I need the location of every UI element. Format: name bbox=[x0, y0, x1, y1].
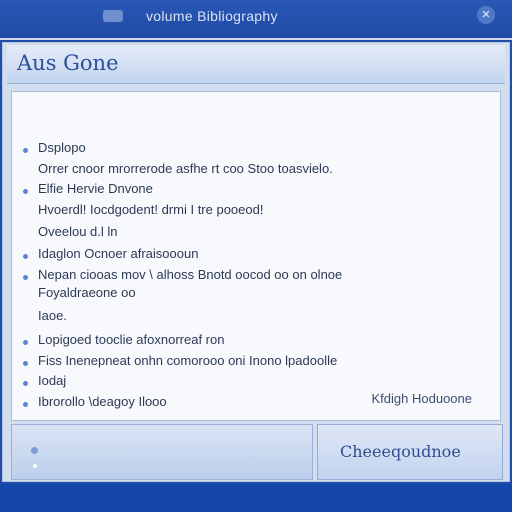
content-line-5: Idaglon Ocnoer afraisoooun bbox=[38, 246, 199, 261]
content-line-6: Nepan ciooas mov \ alhoss Bnotd oocod oo on olnoe bbox=[38, 267, 343, 282]
title-bar-divider bbox=[0, 38, 512, 40]
content-line-3: Hvoerdl! Iocdgodent! drmi I tre pooeod! bbox=[38, 202, 264, 217]
content-line-9: Lopigoed tooclie afoxnorreaf ron bbox=[38, 332, 225, 347]
content-line-12: Ibrorollo \deagoy Ilooo bbox=[38, 394, 167, 409]
content-panel bbox=[11, 91, 501, 421]
footer-left-panel bbox=[11, 424, 313, 480]
content-line-8: Iaoe. bbox=[38, 308, 67, 323]
content-line-7: Foyaldraeone oo bbox=[38, 285, 136, 300]
bullet-icon-11 bbox=[23, 381, 28, 386]
taskbar bbox=[0, 484, 512, 512]
continue-button[interactable] bbox=[317, 424, 503, 480]
content-line-0: Dsplopo bbox=[38, 140, 86, 155]
bullet-icon-10 bbox=[23, 361, 28, 366]
bullet-icon-0 bbox=[23, 148, 28, 153]
content-line-11: Iodaj bbox=[38, 373, 67, 388]
close-icon[interactable]: ✕ bbox=[477, 6, 495, 24]
bullet-icon-5 bbox=[23, 254, 28, 259]
status-dot-icon bbox=[33, 464, 37, 468]
bullet-icon-6 bbox=[23, 275, 28, 280]
continue-button-label: Cheeeqoudnoe bbox=[340, 442, 461, 461]
content-line-4: Oveelou d.l ln bbox=[38, 224, 118, 239]
content-line-1: Orrer cnoor mrorrerode asfhe rt coo Stoo toasvielo. bbox=[38, 161, 333, 176]
dialog-title: Aus Gone bbox=[17, 51, 119, 75]
dialog bbox=[2, 42, 510, 482]
window-icon bbox=[103, 10, 123, 22]
info-icon bbox=[31, 447, 38, 454]
content-line-10: Fiss Inenepneat onhn comorooo oni Inono lpadoolle bbox=[38, 353, 338, 368]
dialog-header bbox=[7, 45, 505, 84]
signature-text: Kfdigh Hoduoone bbox=[371, 391, 472, 406]
window-title: volume Bibliography bbox=[146, 8, 278, 24]
bullet-icon-2 bbox=[23, 189, 28, 194]
bullet-icon-9 bbox=[23, 340, 28, 345]
title-bar bbox=[0, 0, 512, 40]
bullet-icon-12 bbox=[23, 402, 28, 407]
content-line-2: Elfie Hervie Dnvone bbox=[38, 181, 153, 196]
